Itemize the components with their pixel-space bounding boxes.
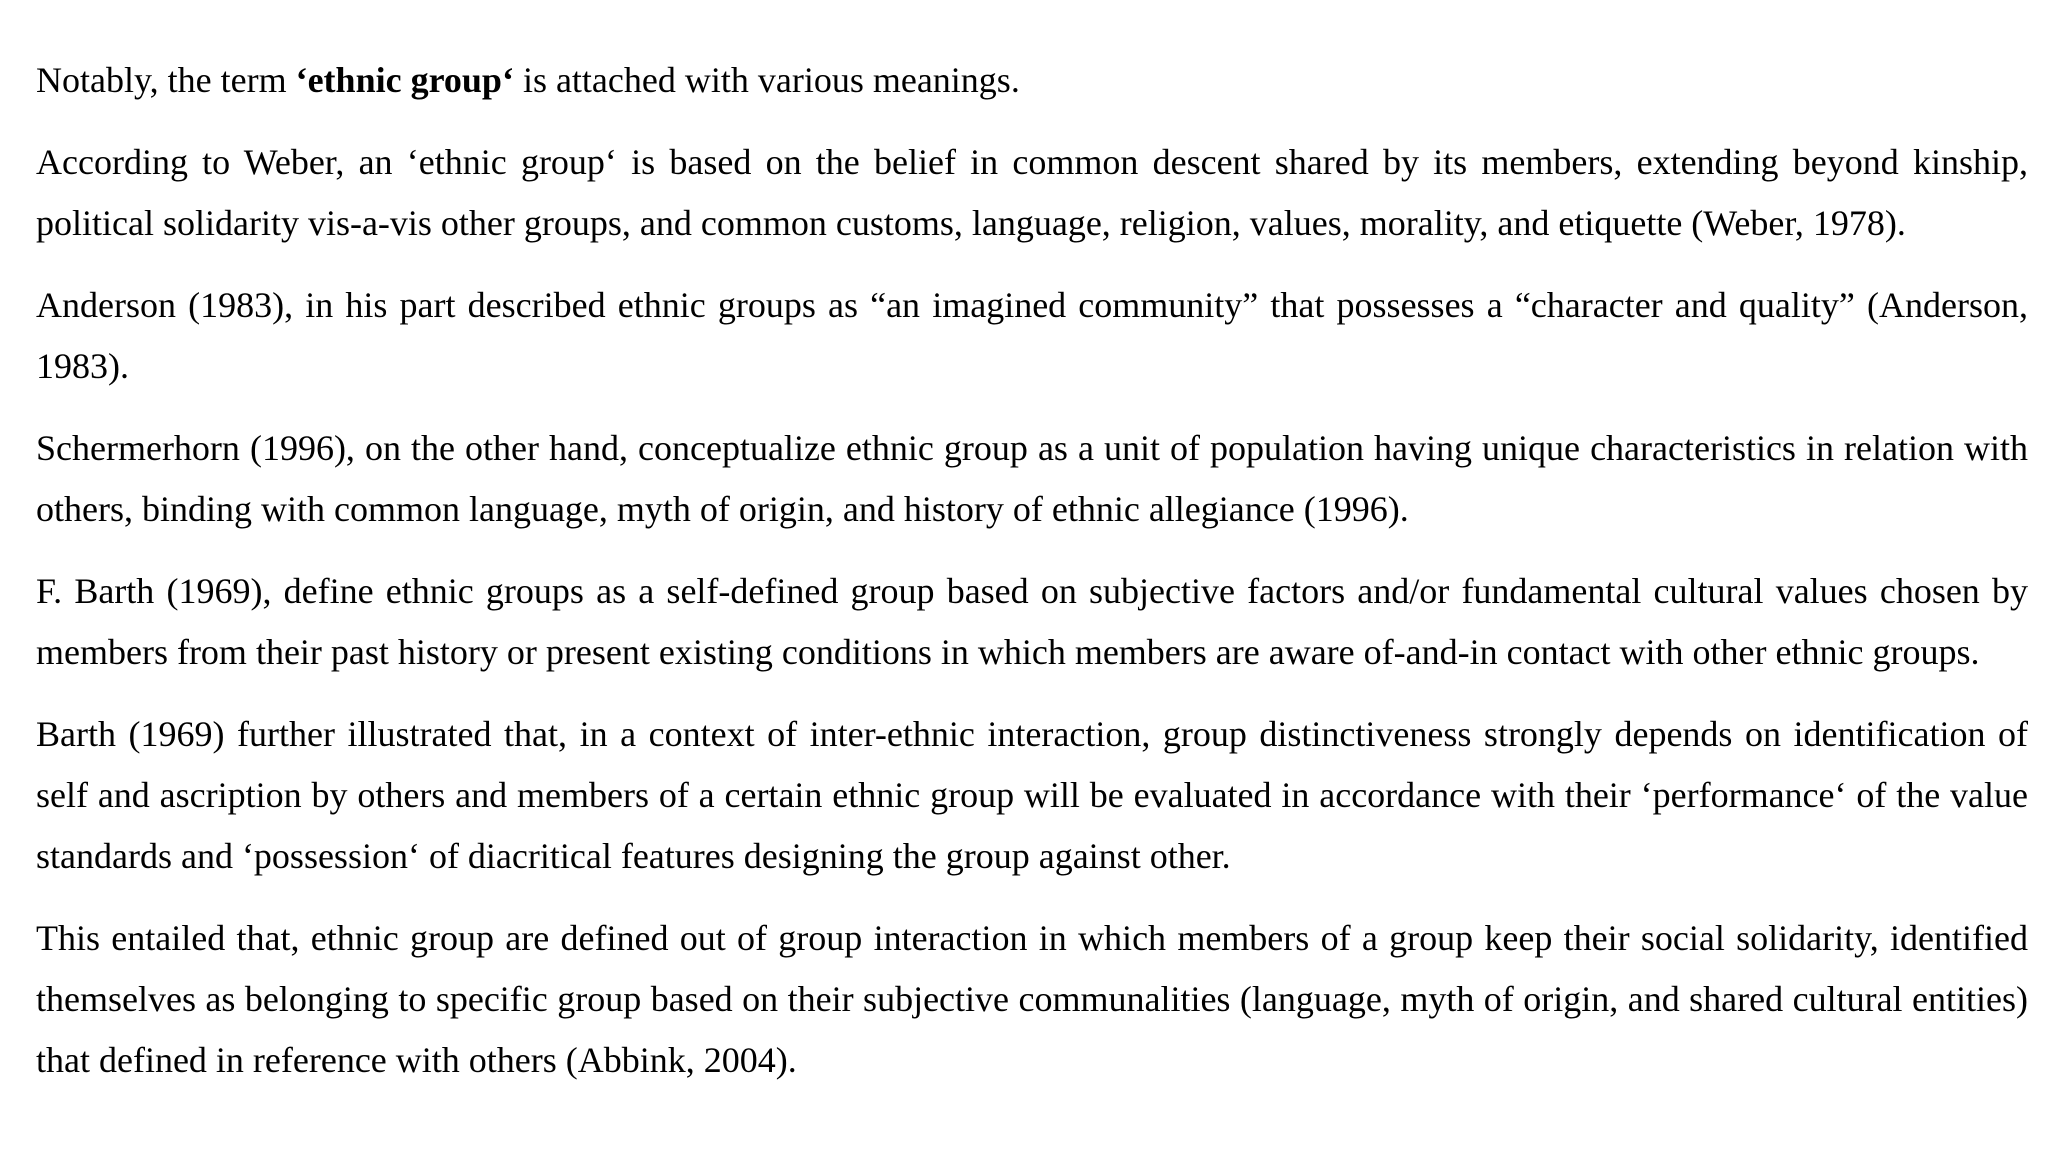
paragraph-weber: According to Weber, an ‘ethnic group‘ is based on the belief in common descent shared by its members, extending beyond kinship, political solidarity vis-a-vis other groups, and common customs, language, religion, values, morality, and etiquette (Weber, 1978). xyxy=(36,142,2028,243)
paragraph-schermerhorn: Schermerhorn (1996), on the other hand, conceptualize ethnic group as a unit of population having unique characteristics in relation with others, binding with common language, myth of origin, and history of ethnic allegiance (1996). xyxy=(36,428,2028,529)
ethnic-group-term: ‘ethnic group‘ xyxy=(295,60,514,100)
intro-text-before: Notably, the term xyxy=(36,60,296,100)
document-body xyxy=(36,50,2028,1112)
intro-text-after: is attached with various meanings. xyxy=(513,60,1020,100)
paragraph-anderson: Anderson (1983), in his part described ethnic groups as “an imagined community” that possesses a “character and quality” (Anderson, 1983). xyxy=(36,285,2028,386)
paragraph-conclusion: This entailed that, ethnic group are defined out of group interaction in which members of a group keep their social solidarity, identified themselves as belonging to specific group based on their subjective communalities (language, myth of origin, and shared cultural entities) that defined in reference with others (Abbink, 2004). xyxy=(36,918,2028,1080)
paragraph-barth-definition: F. Barth (1969), define ethnic groups as a self-defined group based on subjective factors and/or fundamental cultural values chosen by members from their past history or present existing conditions in which members are aware of-and-in contact with other ethnic groups. xyxy=(36,571,2028,672)
paragraph-barth-interaction: Barth (1969) further illustrated that, in a context of inter-ethnic interaction, group distinctiveness strongly depends on identification of self and ascription by others and members of a certain ethnic group will be evaluated in accordance with their ‘performance‘ of the value standards and ‘possession‘ of diacritical features designing the group against other. xyxy=(36,714,2028,876)
paragraph-ethnic-group-intro xyxy=(36,50,2028,111)
